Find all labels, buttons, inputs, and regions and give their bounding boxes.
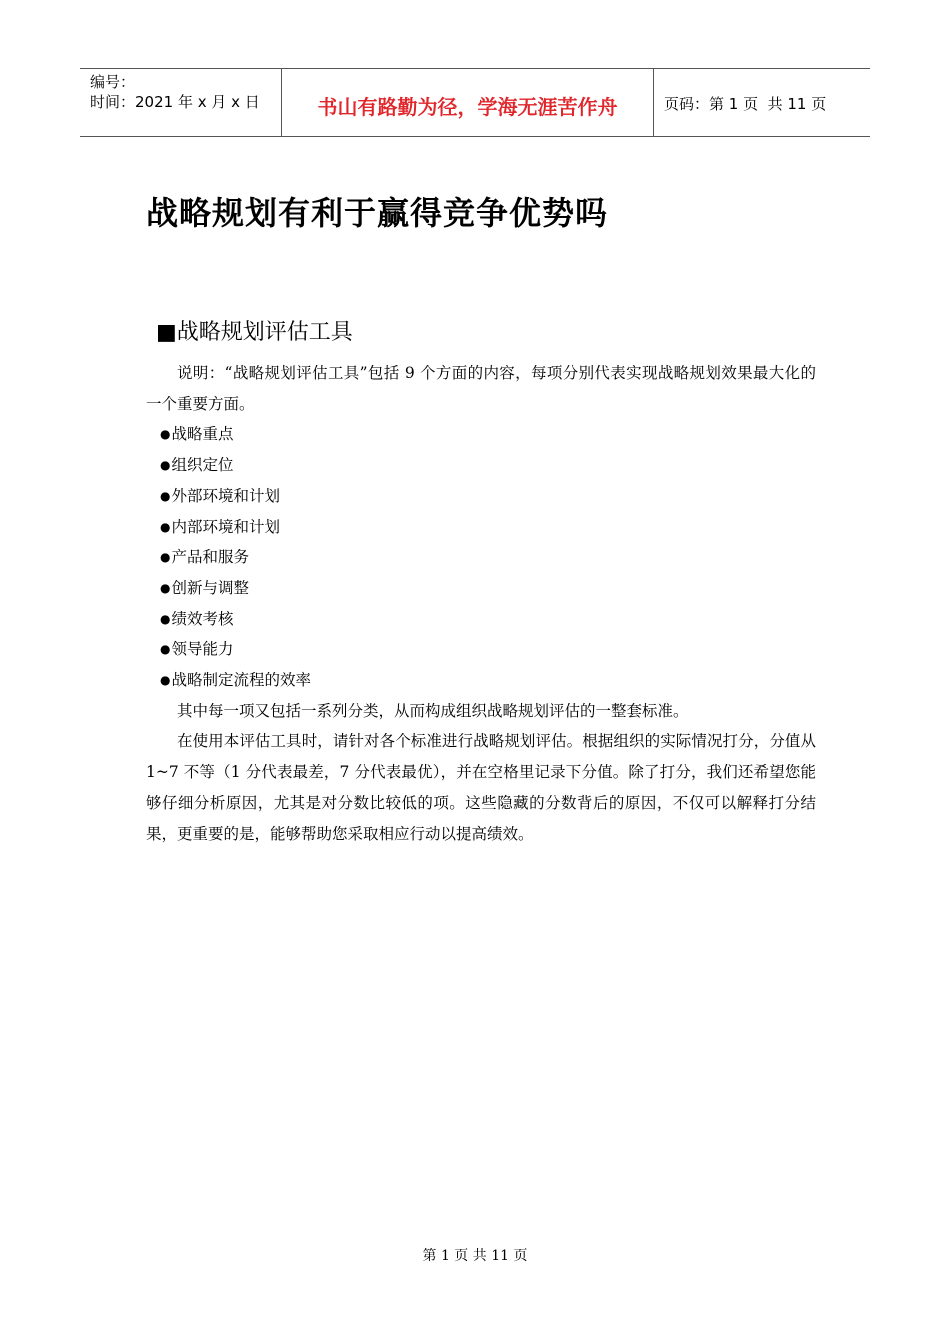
bullet-icon: ●	[160, 673, 171, 688]
document-body	[146, 358, 816, 849]
list-item	[160, 450, 816, 481]
bullet-icon: ●	[160, 642, 171, 657]
list-item	[160, 573, 816, 604]
list-item-label: 领导能力	[171, 640, 234, 659]
bullet-icon: ●	[160, 427, 171, 442]
time-label: 时间：2021 年 x 月 x 日	[90, 93, 260, 111]
list-item	[160, 542, 816, 573]
number-label: 编号：	[90, 73, 136, 91]
header-page-info	[654, 69, 870, 136]
header-motto: 书山有路勤为径，学海无涯苦作舟	[281, 69, 654, 136]
intro-paragraph: 说明：“战略规划评估工具”包括 9 个方面的内容，每项分别代表实现战略规划效果最大化的一个重要方面。	[146, 364, 816, 413]
page-info-text: 页码：第 1 页 共 11 页	[664, 95, 827, 113]
page-header	[80, 68, 870, 137]
document-title: 战略规划有利于赢得竞争优势吗	[146, 194, 609, 232]
header-meta	[80, 69, 281, 136]
bullet-icon: ●	[160, 519, 171, 534]
list-item-label: 战略制定流程的效率	[171, 671, 311, 690]
list-item-label: 产品和服务	[171, 548, 249, 567]
list-item	[160, 512, 816, 543]
page-footer: 第 1 页 共 11 页	[422, 1248, 528, 1264]
list-item	[160, 604, 816, 635]
section-heading: ■战略规划评估工具	[156, 320, 353, 345]
list-item-label: 创新与调整	[171, 578, 249, 597]
list-item	[160, 481, 816, 512]
list-item	[160, 634, 816, 665]
bullet-icon: ●	[160, 580, 171, 595]
bullet-icon: ●	[160, 488, 171, 503]
bullet-icon: ●	[160, 458, 171, 473]
instructions-paragraph: 在使用本评估工具时，请针对各个标准进行战略规划评估。根据组织的实际情况打分，分值从 1~7 不等（1 分代表最差，7 分代表最优），并在空格里记录下分值。除了打分，我们还希望您能够仔细分析原因，尤其是对分数比较低的项。这些隐藏的分数背后的原因，不仅可以解释打分结果，更重要的是，能够帮助您采取相应行动以提高绩效。	[146, 732, 816, 843]
aspect-list	[146, 419, 816, 695]
list-item-label: 战略重点	[171, 425, 234, 444]
criteria-paragraph: 其中每一项又包括一系列分类，从而构成组织战略规划评估的一整套标准。	[177, 701, 689, 720]
list-item-label: 组织定位	[171, 456, 234, 475]
list-item	[160, 665, 816, 696]
list-item-label: 外部环境和计划	[171, 486, 280, 505]
list-item-label: 内部环境和计划	[171, 517, 280, 536]
list-item-label: 绩效考核	[171, 609, 234, 628]
bullet-icon: ●	[160, 550, 171, 565]
list-item	[160, 419, 816, 450]
bullet-icon: ●	[160, 611, 171, 626]
